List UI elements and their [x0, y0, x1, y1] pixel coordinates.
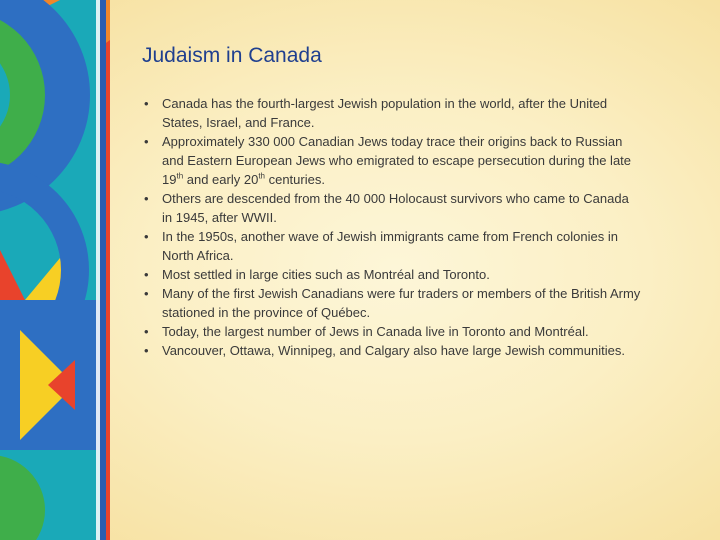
bullet-marker: • [144, 229, 149, 244]
bullet-text: Others are descended from the 40 000 Holocaust survivors who came to Canada in 1945, after WWII. [162, 191, 629, 225]
bullet-text: In the 1950s, another wave of Jewish immigrants came from French colonies in North Africa. [162, 229, 618, 263]
ordinal-superscript: th [258, 171, 265, 181]
ordinal-superscript: th [176, 171, 184, 181]
bullet-item [142, 132, 642, 189]
bullet-item [142, 189, 642, 227]
bullet-marker: • [144, 96, 149, 111]
bullet-item [142, 322, 642, 341]
bullet-item [142, 341, 642, 360]
bullet-marker: • [144, 286, 149, 301]
bullet-text: Canada has the fourth-largest Jewish population in the world, after the United States, Israel, and France. [162, 96, 608, 130]
bullet-text: Most settled in large cities such as Montréal and Toronto. [162, 267, 490, 282]
bullet-marker: • [144, 191, 149, 206]
bullet-text-part: Approximately 330 000 Canadian Jews today trace their origins back to Russian and Eastern European Jews who emigrated to escape persecution during the late 19 [162, 134, 632, 187]
deco-strip-white [96, 0, 100, 540]
bullet-text-part: centuries. [264, 172, 325, 187]
decorative-side-artwork [0, 0, 110, 540]
bullet-item [142, 265, 642, 284]
bullet-text [162, 134, 631, 187]
bullet-item [142, 284, 642, 322]
bullet-item [142, 227, 642, 265]
bullet-text: Many of the first Jewish Canadians were fur traders or members of the British Army stationed in the province of Québec. [162, 286, 641, 320]
bullet-text: Vancouver, Ottawa, Winnipeg, and Calgary also have large Jewish communities. [162, 343, 625, 358]
bullet-text: Today, the largest number of Jews in Canada live in Toronto and Montréal. [162, 324, 589, 339]
bullet-marker: • [144, 267, 149, 282]
bullet-list [142, 94, 642, 360]
bullet-item [142, 94, 642, 132]
bullet-marker: • [144, 343, 149, 358]
bullet-marker: • [144, 324, 149, 339]
bullet-marker: • [144, 134, 149, 149]
bullet-text-part: and early 20 [183, 172, 259, 187]
deco-strip-blue [100, 0, 106, 540]
slide-title: Judaism in Canada [142, 44, 322, 67]
